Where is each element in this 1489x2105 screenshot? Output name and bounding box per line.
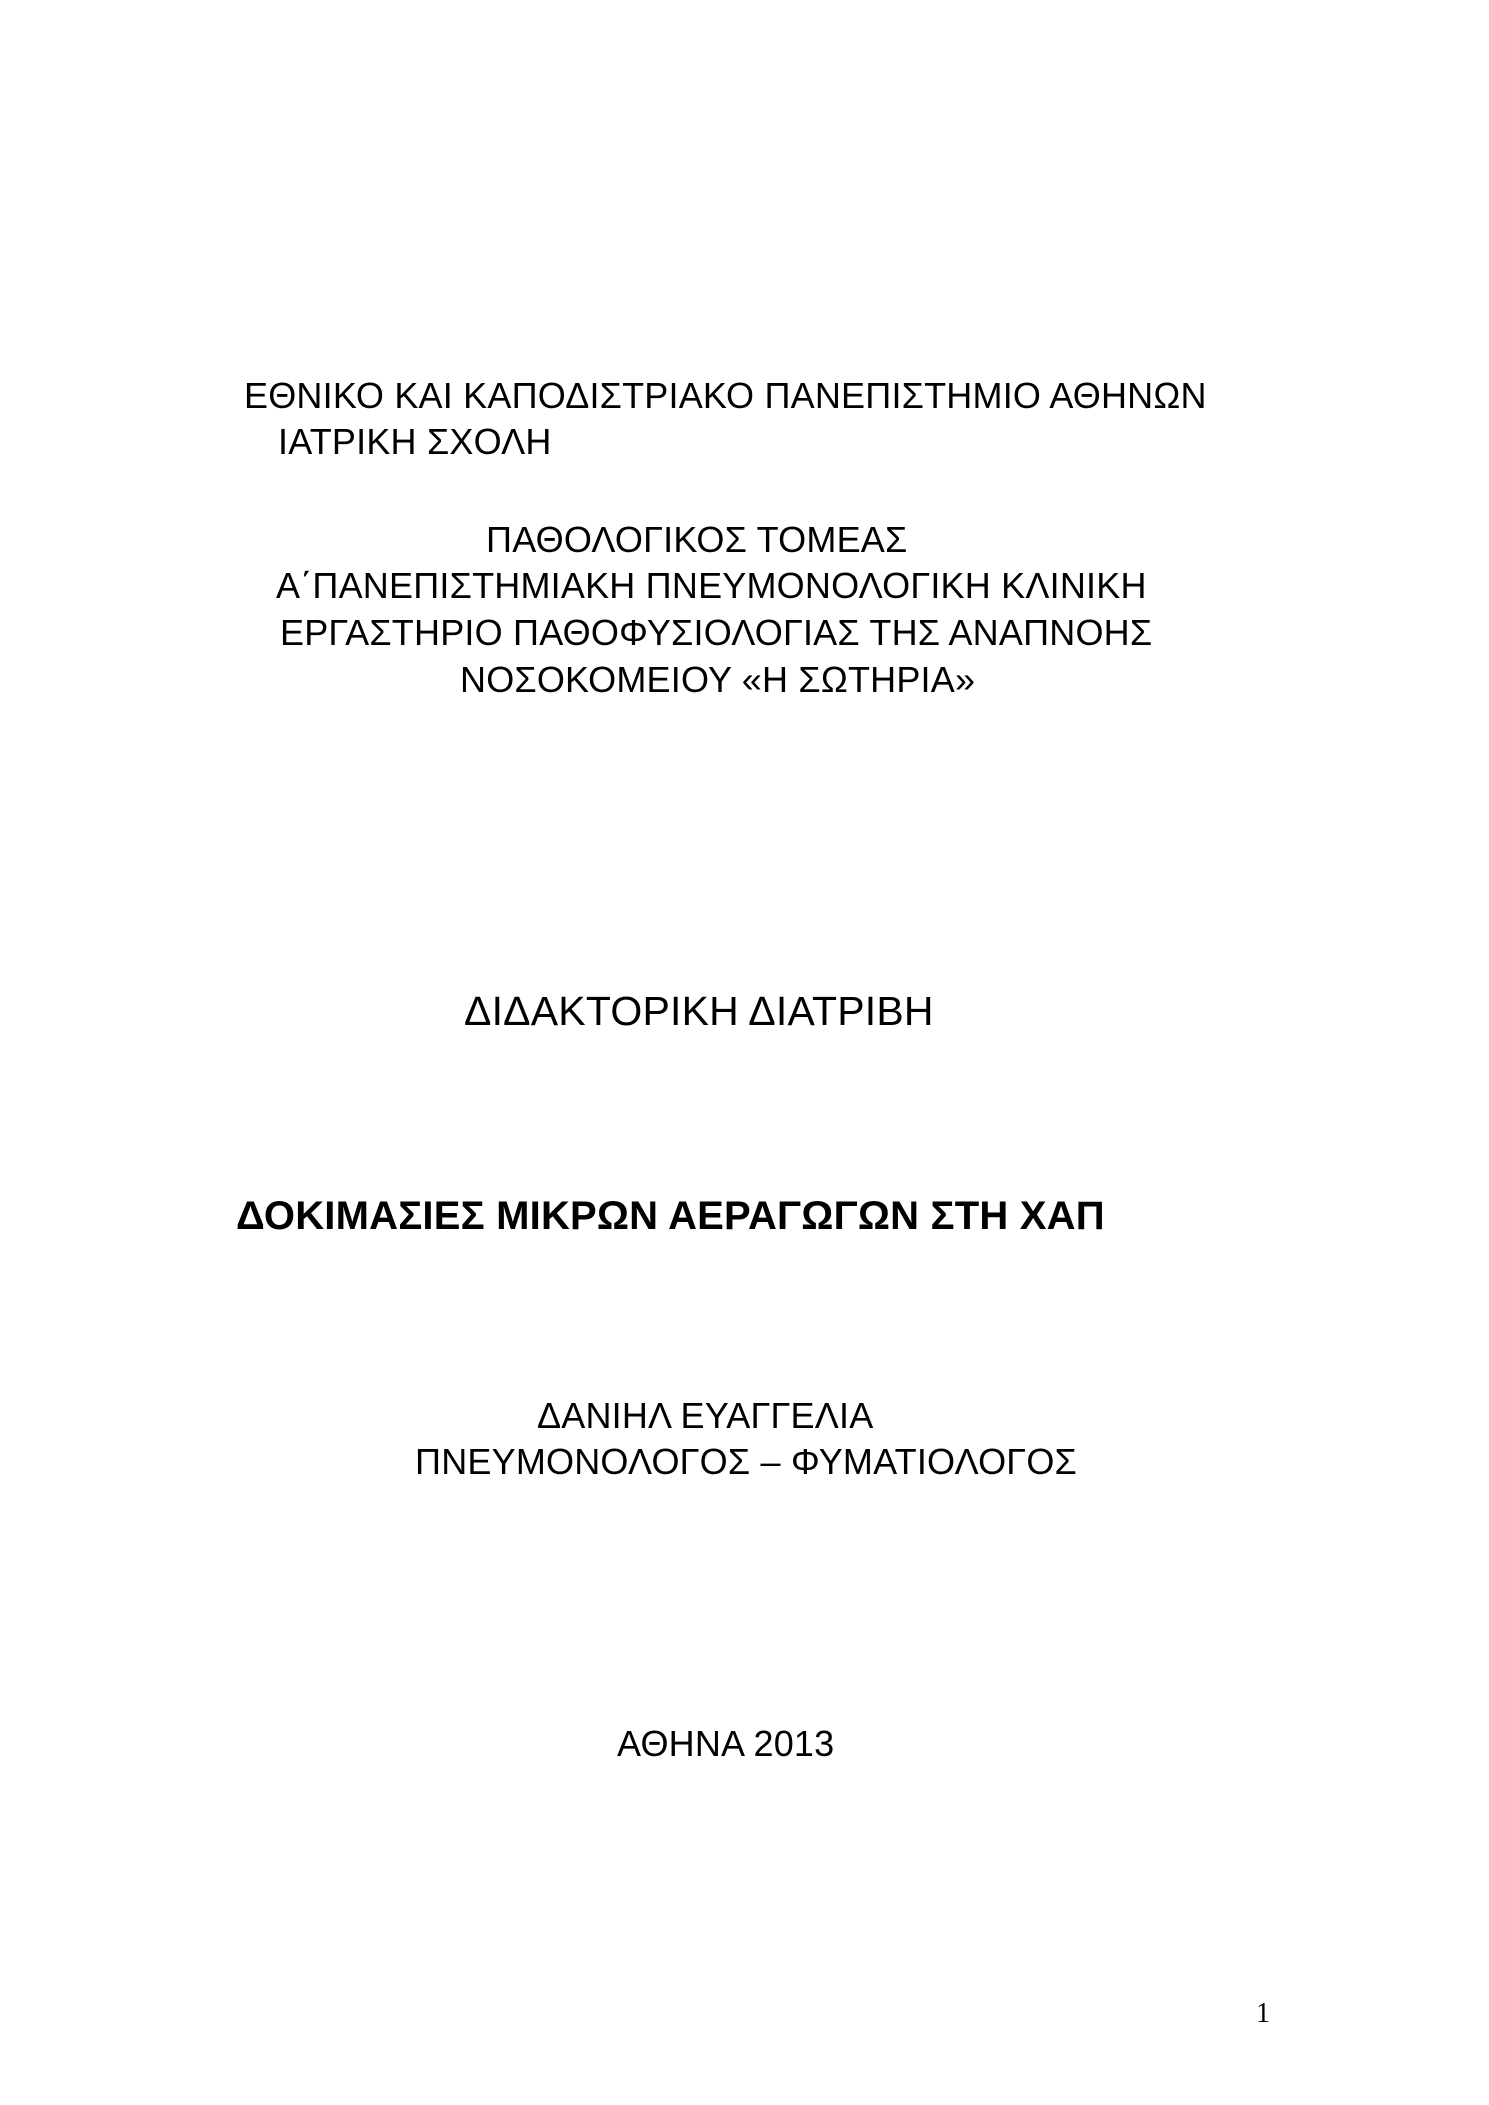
place-year: ΑΘΗΝΑ 2013 — [617, 1723, 835, 1764]
school-name: ΙΑΤΡΙΚΗ ΣΧΟΛΗ — [278, 421, 552, 462]
sector-name: ΠΑΘΟΛΟΓΙΚΟΣ ΤΟΜΕΑΣ — [486, 519, 908, 560]
author-name: ΔΑΝΙΗΛ ΕΥΑΓΓΕΛΙΑ — [537, 1395, 874, 1436]
hospital-name: ΝΟΣΟΚΟΜΕΙΟΥ «Η ΣΩΤΗΡΙΑ» — [460, 659, 976, 700]
thesis-type: ΔΙΔΑΚΤΟΡΙΚΗ ΔΙΑΤΡΙΒΗ — [464, 988, 934, 1034]
laboratory-name: ΕΡΓΑΣΤΗΡΙΟ ΠΑΘΟΦΥΣΙΟΛΟΓΙΑΣ ΤΗΣ ΑΝΑΠΝΟΗΣ — [280, 612, 1153, 653]
university-name: ΕΘΝΙΚΟ ΚΑΙ ΚΑΠΟΔΙΣΤΡΙΑΚΟ ΠΑΝΕΠΙΣΤΗΜΙΟ ΑΘΗΝΩΝ — [244, 375, 1207, 416]
page-number: 1 — [1256, 1998, 1270, 2029]
thesis-title: ΔΟΚΙΜΑΣΙΕΣ ΜΙΚΡΩΝ ΑΕΡΑΓΩΓΩΝ ΣΤΗ ΧΑΠ — [236, 1194, 1105, 1238]
clinic-name: Α΄ΠΑΝΕΠΙΣΤΗΜΙΑΚΗ ΠΝΕΥΜΟΝΟΛΟΓΙΚΗ ΚΛΙΝΙΚΗ — [276, 565, 1147, 606]
author-specialty: ΠΝΕΥΜΟΝΟΛΟΓΟΣ – ΦΥΜΑΤΙΟΛΟΓΟΣ — [415, 1441, 1077, 1482]
